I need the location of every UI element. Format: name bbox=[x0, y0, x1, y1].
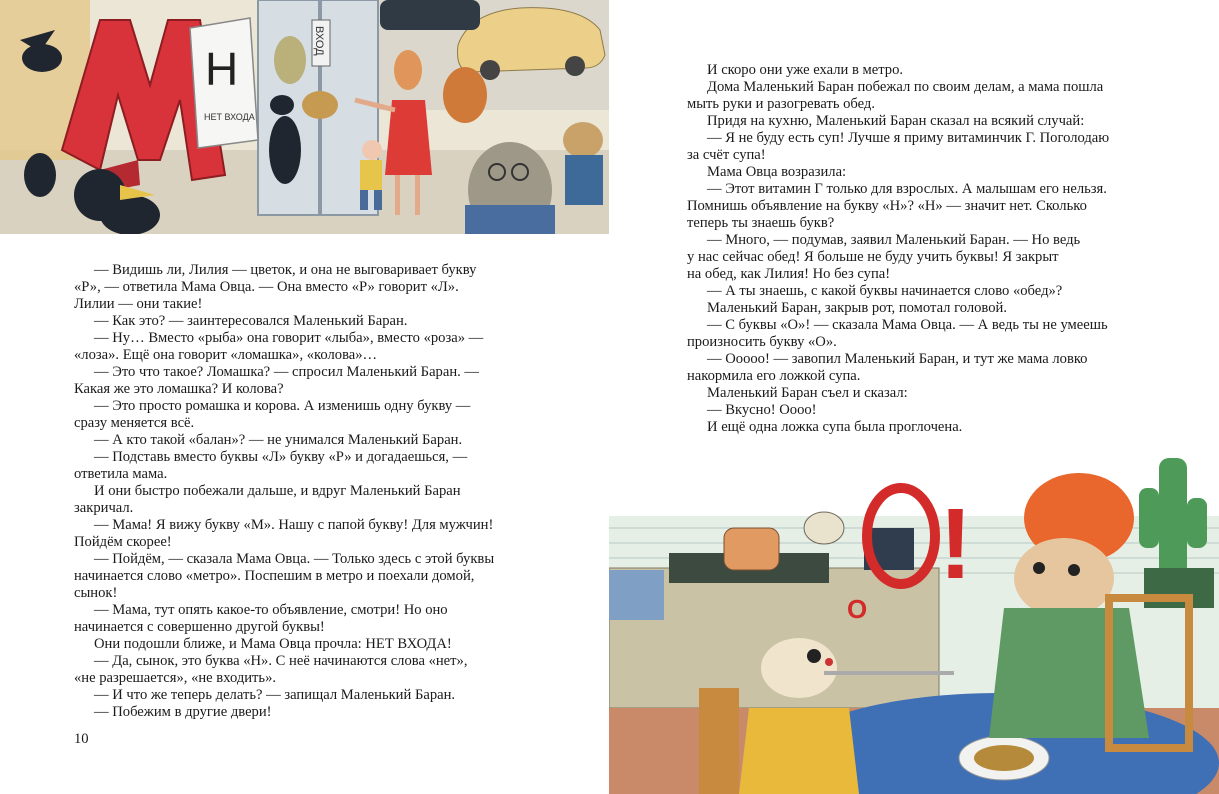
text-line: — Это просто ромашка и корова. А изменишь одну букву — bbox=[94, 398, 471, 414]
text-line: «лоза». Ещё она говорит «ломашка», «колова»… bbox=[74, 347, 378, 363]
left-page bbox=[0, 0, 609, 794]
left-page-text bbox=[74, 262, 544, 721]
text-line: Маленький Баран съел и сказал: bbox=[707, 385, 908, 401]
text-line: — Этот витамин Г только для взрослых. А малышам его нельзя. bbox=[707, 181, 1107, 197]
no-entry-sign bbox=[190, 18, 258, 148]
exclaim-mark: ! bbox=[939, 488, 973, 600]
cactus-plant bbox=[1139, 458, 1214, 608]
text-line: — Подставь вместо буквы «Л» букву «Р» и догадаешься, — bbox=[94, 449, 468, 465]
text-line: И скоро они уже ехали в метро. bbox=[707, 62, 904, 78]
text-line: Маленький Баран, закрыв рот, помотал головой. bbox=[707, 300, 1007, 316]
metro-entrance-illustration bbox=[0, 0, 609, 234]
text-line: — Мама, тут опять какое-то объявление, смотри! Но оно bbox=[94, 602, 448, 618]
no-entry-sign-caption: НЕТ ВХОДА bbox=[204, 112, 255, 122]
text-line: накормила его ложкой супа. bbox=[687, 368, 861, 384]
text-line: Какая же это ломашка? И колова? bbox=[74, 381, 284, 397]
text-line: сынок! bbox=[74, 585, 118, 601]
text-line: — Мама! Я вижу букву «М». Нашу с папой букву! Для мужчин! bbox=[94, 517, 494, 533]
text-line: — Ну… Вместо «рыба» она говорит «лыба», вместо «роза» — bbox=[94, 330, 484, 346]
text-line: — Я не буду есть суп! Лучше я приму витаминчик Г. Поголодаю bbox=[707, 130, 1110, 146]
text-line: — Да, сынок, это буква «Н». С неё начинаются слова «нет», bbox=[94, 653, 468, 669]
text-line: — Ооооо! — завопил Маленький Баран, и тут же мама ловко bbox=[707, 351, 1088, 367]
text-line: Помнишь объявление на букву «Н»? «Н» — значит нет. Сколько bbox=[687, 198, 1087, 214]
text-line: — И что же теперь делать? — запищал Маленький Баран. bbox=[94, 687, 456, 703]
text-line: — А кто такой «балан»? — не унимался Маленький Баран. bbox=[94, 432, 463, 448]
text-line: — Много, — подумав, заявил Маленький Баран. — Но ведь bbox=[707, 232, 1081, 248]
text-line: закричал. bbox=[74, 500, 134, 516]
text-line: «Р», — ответила Мама Овца. — Она вместо «Р» говорит «Л». bbox=[74, 279, 459, 295]
text-line: Пойдём скорее! bbox=[74, 534, 172, 550]
text-line: И ещё одна ложка супа была проглочена. bbox=[707, 419, 963, 435]
text-line: Лилии — они такие! bbox=[74, 296, 203, 312]
text-line: произносить букву «О». bbox=[687, 334, 837, 350]
text-line: на обед, как Лилия! Но без супа! bbox=[687, 266, 891, 282]
text-line: Мама Овца возразила: bbox=[707, 164, 847, 180]
text-line: ответила мама. bbox=[74, 466, 168, 482]
right-page-text bbox=[687, 62, 1137, 436]
text-line: Они подошли ближе, и Мама Овца прочла: НЕТ ВХОДА! bbox=[94, 636, 452, 652]
text-line: — Видишь ли, Лилия — цветок, и она не выговаривает букву bbox=[94, 262, 477, 278]
text-line: И они быстро побежали дальше, и вдруг Маленький Баран bbox=[94, 483, 461, 499]
text-line: теперь ты знаешь букв? bbox=[687, 215, 835, 231]
text-line: начинается с совершенно другой буквы! bbox=[74, 619, 325, 635]
text-line: Дома Маленький Баран побежал по своим делам, а мама пошла bbox=[707, 79, 1104, 95]
page-number: 10 bbox=[74, 731, 89, 747]
text-line: — Пойдём, — сказала Мама Овца. — Только здесь с этой буквы bbox=[94, 551, 495, 567]
text-line: — Как это? — заинтересовался Маленький Баран. bbox=[94, 313, 408, 329]
right-page bbox=[609, 0, 1219, 794]
text-line: «не разрешается», «не входить». bbox=[74, 670, 277, 686]
text-line: мыть руки и разогревать обед. bbox=[687, 96, 876, 112]
text-line: сразу меняется всё. bbox=[74, 415, 195, 431]
text-line: — Вкусно! Оооо! bbox=[707, 402, 817, 418]
text-line: — С буквы «О»! — сказала Мама Овца. — А ведь ты не умеешь bbox=[707, 317, 1108, 333]
text-line: начинается слово «метро». Поспешим в метро и поехали домой, bbox=[74, 568, 475, 584]
text-line: — Это что такое? Ломашка? — спросил Маленький Баран. — bbox=[94, 364, 480, 380]
text-line: Придя на кухню, Маленький Баран сказал на всякий случай: bbox=[707, 113, 1085, 129]
text-line: у нас сейчас обед! Я больше не буду учить буквы! Я закрыт bbox=[687, 249, 1059, 265]
text-line: за счёт супа! bbox=[687, 147, 766, 163]
no-entry-sign-letter: Н bbox=[205, 43, 239, 95]
door-sign: ВХОД bbox=[313, 26, 325, 56]
text-line: — А ты знаешь, с какой буквы начинается слово «обед»? bbox=[707, 283, 1063, 299]
small-o: О bbox=[847, 594, 868, 624]
text-line: — Побежим в другие двери! bbox=[94, 704, 272, 720]
kitchen-illustration bbox=[609, 458, 1219, 794]
